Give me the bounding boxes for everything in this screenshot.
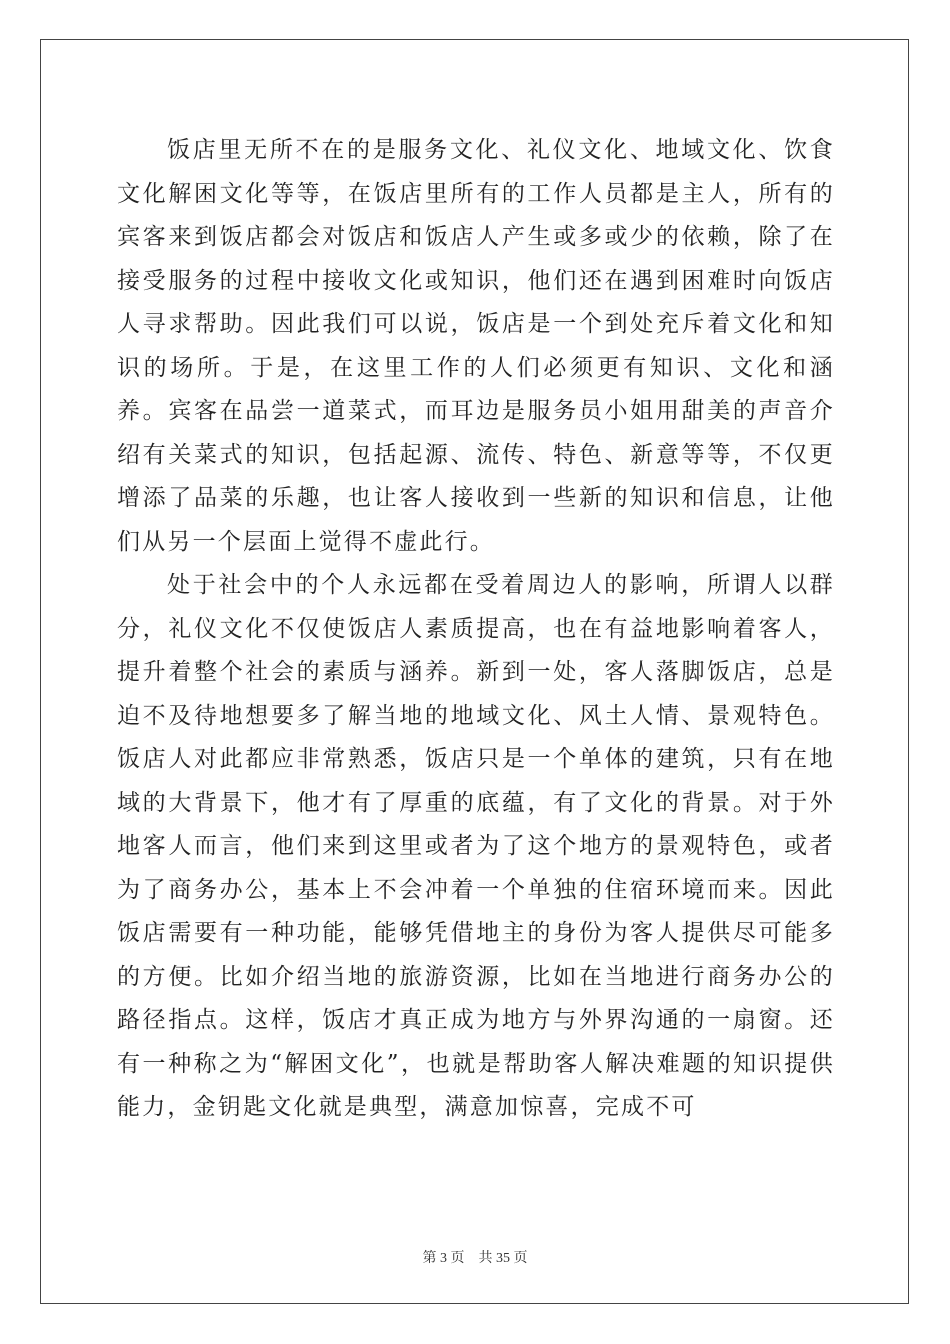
page-total: 共 35 页 bbox=[478, 1251, 528, 1266]
paragraph: 处于社会中的个人永远都在受着周边人的影响，所谓人以群分，礼仪文化不仅使饭店人素质提高，也在有益地影响着客人，提升着整个社会的素质与涵养。新到一处，客人落脚饭店，总是迫不及待地想要多了解当地的地域文化、风土人情、景观特色。饭店人对此都应非常熟悉，饭店只是一个单体的建筑，只有在地域的大背景下，他才有了厚重的底蕴，有了文化的背景。对于外地客人而言，他们来到这里或者为了这个地方的景观特色，或者为了商务办公，基本上不会冲着一个单独的住宿环境而来。因此饭店需要有一种功能，能够凭借地主的身份为客人提供尽可能多的方便。比如介绍当地的旅游资源，比如在当地进行商务办公的路径指点。这样，饭店才真正成为地方与外界沟通的一扇窗。还有一种称之为“解困文化”，也就是帮助客人解决难题的知识提供能力，金钥匙文化就是典型，满意加惊喜，完成不可 bbox=[117, 572, 835, 1120]
page-number: 第 3 页 bbox=[422, 1251, 465, 1266]
paragraph: 饭店里无所不在的是服务文化、礼仪文化、地域文化、饮食文化解困文化等等，在饭店里所有的工作人员都是主人，所有的宾客来到饭店都会对饭店和饭店人产生或多或少的依赖，除了在接受服务的过程中接收文化或知识，他们还在遇到困难时向饭店人寻求帮助。因此我们可以说，饭店是一个到处充斥着文化和知识的场所。于是，在这里工作的人们必须更有知识、文化和涵养。宾客在品尝一道菜式，而耳边是服务员小姐用甜美的声音介绍有关菜式的知识，包括起源、流传、特色、新意等等，不仅更增添了品菜的乐趣，也让客人接收到一些新的知识和信息，让他们从另一个层面上觉得不虚此行。 bbox=[117, 137, 835, 555]
document-body bbox=[117, 129, 835, 1130]
page-footer bbox=[0, 1247, 950, 1267]
